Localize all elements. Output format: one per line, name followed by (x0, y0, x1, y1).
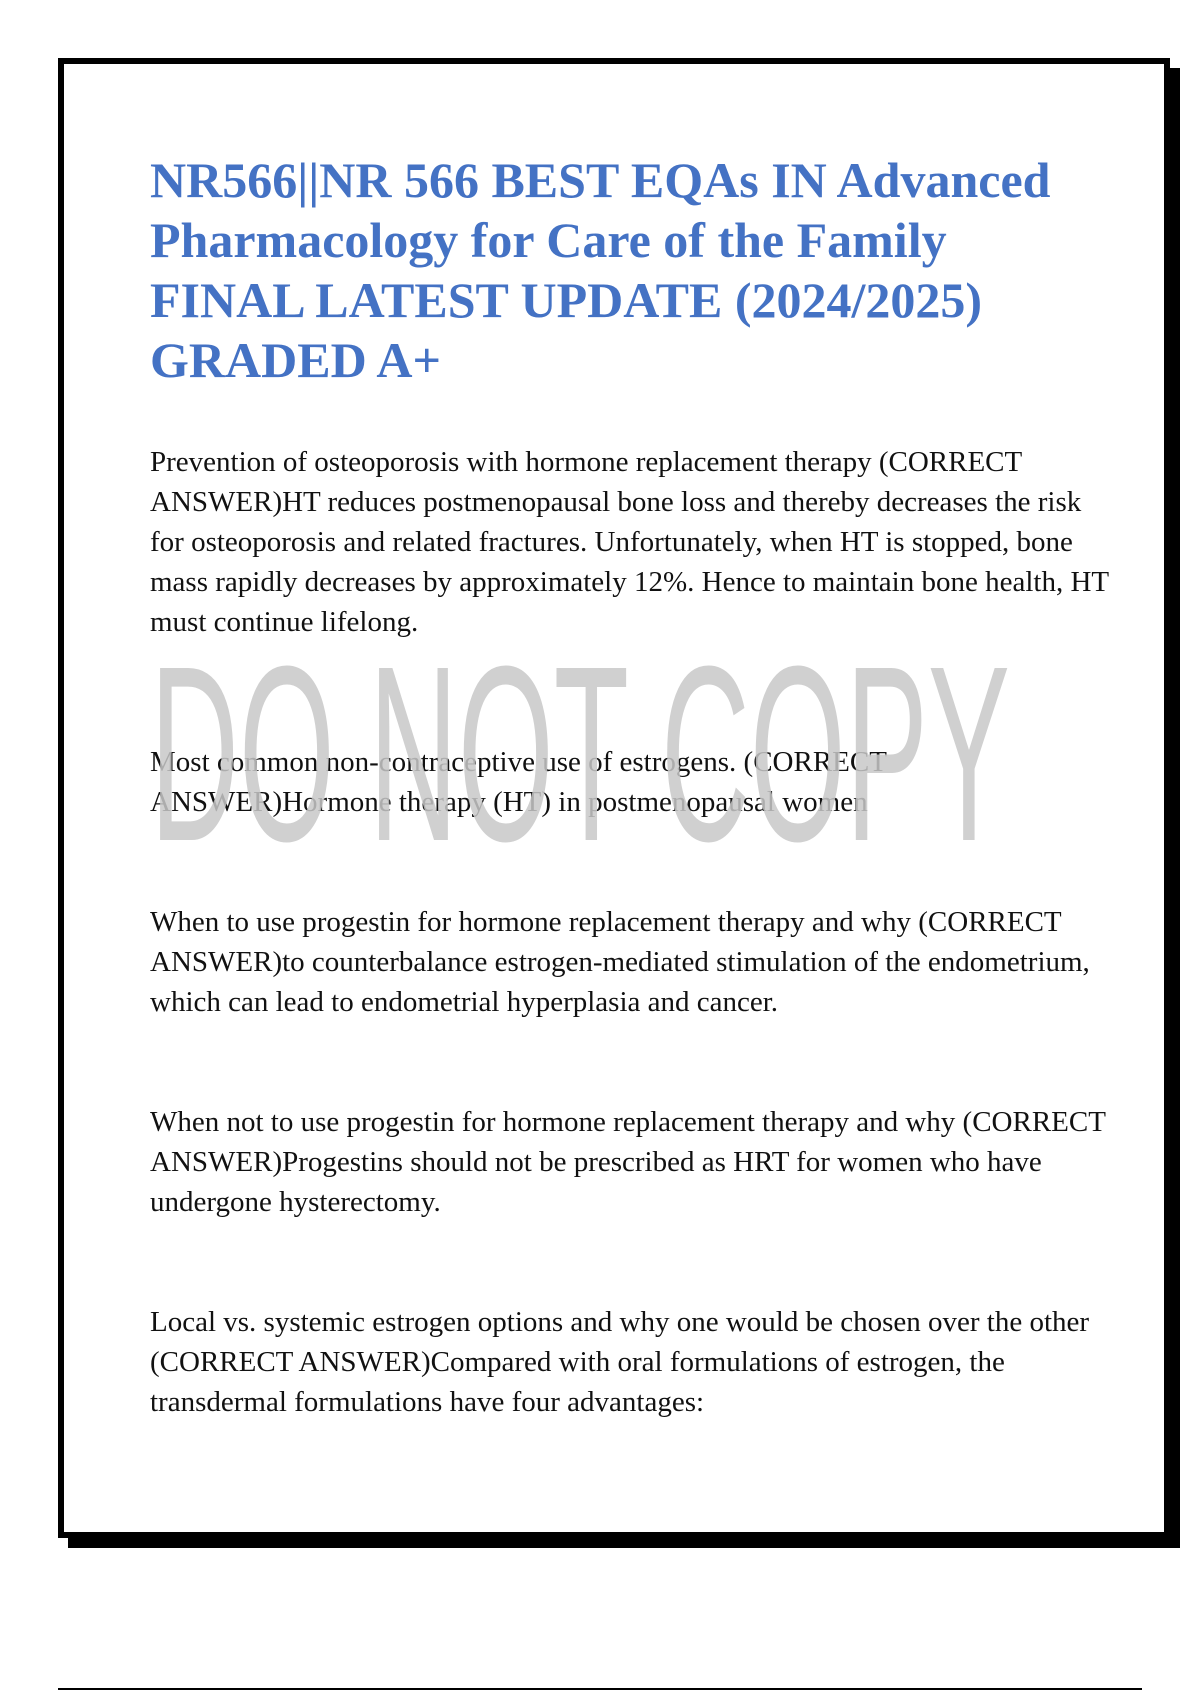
qa-item: Local vs. systemic estrogen options and why one would be chosen over the other (CORRECT ANSWER)Compared with oral formulations of estrogen, the transdermal formulations have four advantages: (150, 1306, 1090, 1418)
qa-item: When not to use progestin for hormone replacement therapy and why (CORRECT ANSWER)Progestins should not be prescribed as HRT for women who have undergone hysterectomy. (150, 1106, 1106, 1218)
watermark-text: DO NOT COPY (150, 640, 1010, 880)
page-frame (58, 58, 1170, 1538)
qa-list (150, 442, 1110, 1422)
qa-item: When to use progestin for hormone replacement therapy and why (CORRECT ANSWER)to counterbalance estrogen-mediated stimulation of the endometrium, which can lead to endometrial hyperplasia and cancer. (150, 906, 1090, 1018)
qa-item: Prevention of osteoporosis with hormone replacement therapy (CORRECT ANSWER)HT reduces postmenopausal bone loss and thereby decreases the risk for osteoporosis and related fractures. Unfortunately, when HT is stopped, bone mass rapidly decreases by approximately 12%. Hence to maintain bone health, HT must continue lifelong. (150, 446, 1109, 638)
page-bottom-divider (58, 1688, 1142, 1690)
page-content (150, 150, 1110, 1422)
qa-item: Most common non-contraceptive use of estrogens. (CORRECT ANSWER)Hormone therapy (HT) in postmenopausal women (150, 746, 887, 818)
document-title: NR566||NR 566 BEST EQAs IN Advanced Pharmacology for Care of the Family FINAL LATEST UPDATE (2024/2025) GRADED A+ (150, 152, 1051, 388)
